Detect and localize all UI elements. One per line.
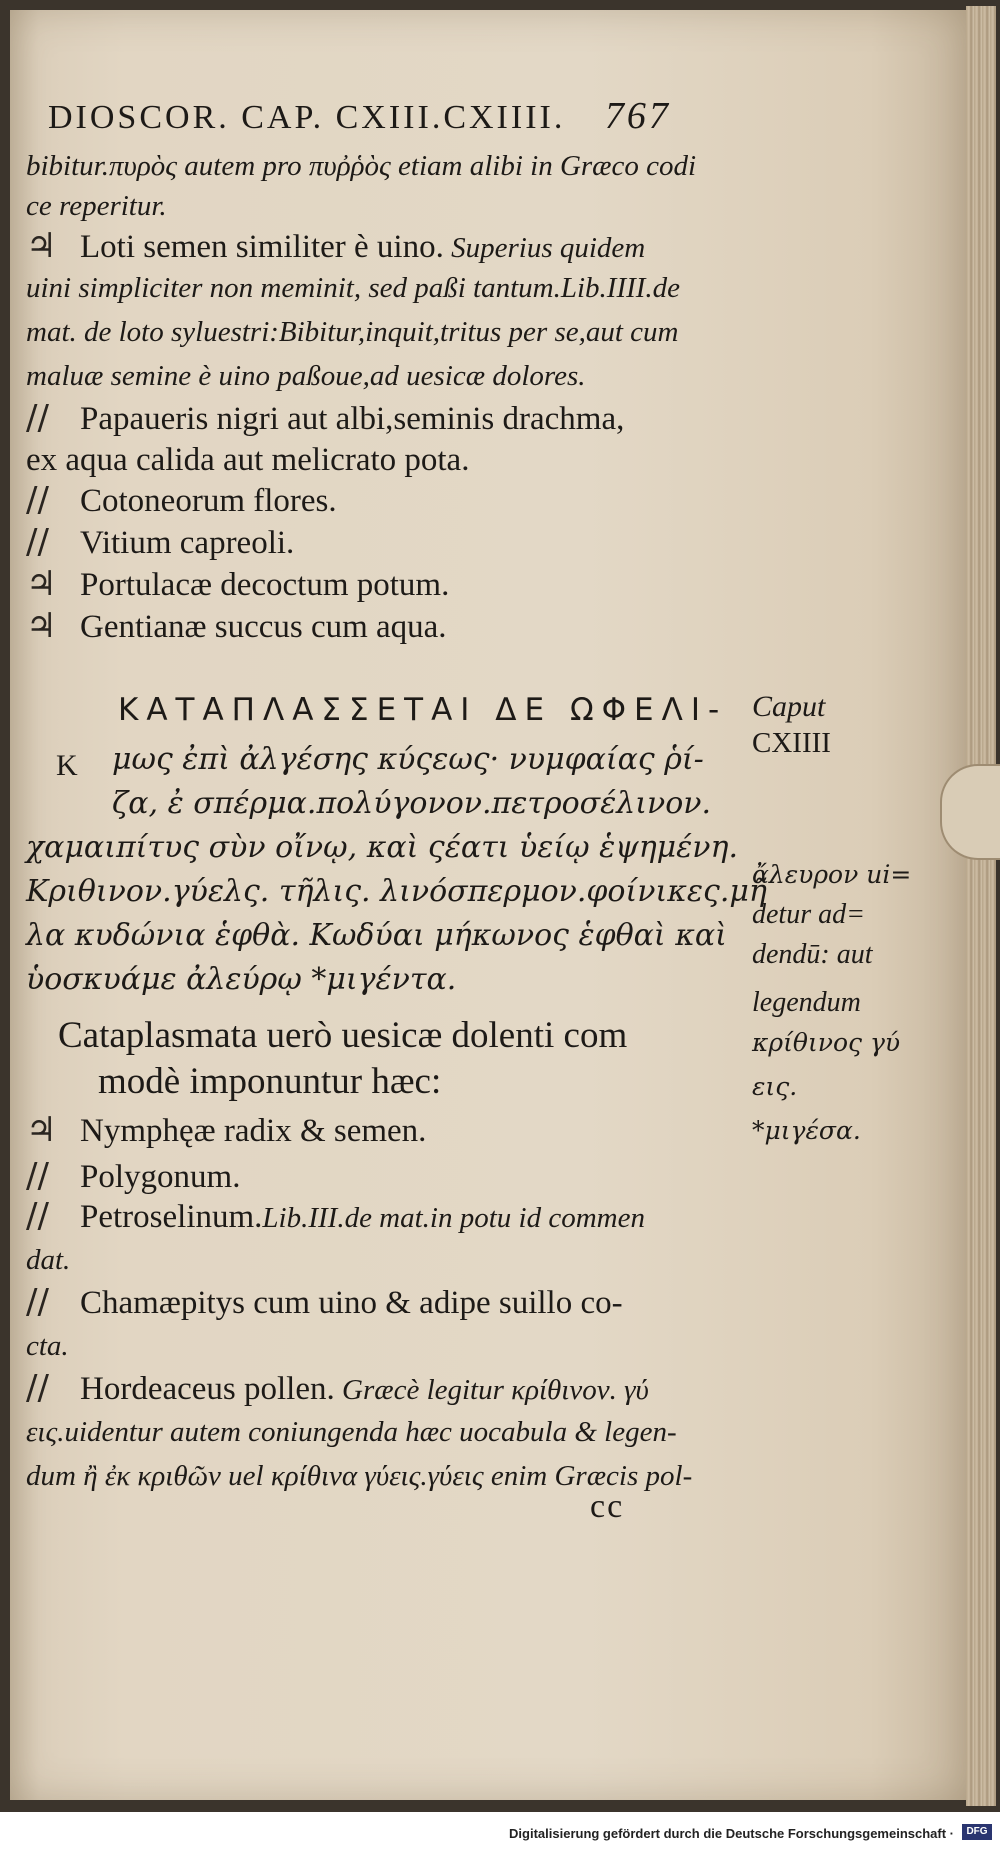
ditto-marker-icon: // [26,1368,49,1408]
margin-note-line: κρίθινος γύ [752,1028,901,1057]
margin-note-line: detur ad= [752,899,865,930]
footer-credit: Digitalisierung gefördert durch die Deutsche Forschungsgemeinschaft · [509,1826,954,1841]
greek-line: ζα, ἐ σπέρμα.πολύγονον.πετροσέλινον. [112,786,712,821]
text-line: ♃ Gentianæ succus cum aqua. [26,606,447,646]
text-line: modè imponuntur hæc: [98,1061,442,1102]
running-title: DIOSCOR. CAP. CXIII.CXIIII. [48,99,566,136]
running-header [48,96,671,138]
greek-line: λα κυδώνια ἑφθὰ. Κωδύαι μήκωνος ἑφθαὶ καὶ [26,918,727,953]
margin-chapter-number: CXIIII [752,727,831,759]
text-line: ♃ Nymphęæ radix & semen. [26,1110,427,1150]
ingredient-marker-icon: ♃ [26,226,57,266]
text-line: dum ἢ ἐκ κριθῶν uel κρίθινα γύεις.γύεις enim Græcis pol- [26,1460,693,1492]
text-line: // Hordeaceus pollen. Græcè legitur κρίθινον. γύ [26,1368,649,1408]
ditto-marker-icon: // [26,522,49,562]
page-tab [940,764,1000,860]
text-line: // Papaueris nigri aut albi,seminis drachma, [26,398,625,438]
ingredient-marker-icon: ♃ [26,564,57,604]
greek-line: μως ἐπὶ ἀλγέσης κύςεως· νυμφαίας ῥί- [112,742,704,777]
dfg-logo-icon: DFG [962,1824,992,1840]
text-line: uini simpliciter non meminit, sed paßi tantum.Lib.IIII.de [26,272,681,304]
text-line: cta. [26,1330,69,1362]
signature-mark: cc [590,1488,625,1525]
margin-note-line: *μιγέσα. [752,1116,861,1145]
page-edge-stack [966,6,996,1806]
text-line: // Cotoneorum flores. [26,480,337,520]
greek-line: χαμαιπίτυς σὺν οἴνῳ, καὶ ςέατι ὑείῳ ἑψημένη. [26,830,739,865]
text-line: // Chamæpitys cum uino & adipe suillo co- [26,1282,623,1322]
text-line: // Polygonum. [26,1156,241,1196]
ingredient-marker-icon: ♃ [26,606,57,646]
margin-chapter-label: Caput [752,690,826,723]
text-line: ce reperitur. [26,190,167,222]
greek-line: ὑοσκυάμε ἀλεύρῳ *μιγέντα. [26,962,457,997]
text-line: maluæ semine è uino paßoue,ad uesicæ dolores. [26,360,586,392]
greek-initial: Κ [56,749,78,782]
text-line: ex aqua calida aut melicrato pota. [26,442,470,478]
ditto-marker-icon: // [26,398,49,438]
text-line: // Vitium capreoli. [26,522,295,562]
text-line: // Petroselinum.Lib.III.de mat.in potu id commen [26,1196,645,1236]
text-line: Cataplasmata uerò uesicæ dolenti com [58,1015,628,1056]
text-line: dat. [26,1244,71,1276]
greek-heading: ΚΑΤΑΠΛΑΣΣΕΤΑΙ ΔΕ ΩΦΕΛΙ- [118,692,728,728]
margin-note-line: ἄλευρον ui= [752,860,912,889]
text-line: ♃ Loti semen similiter è uino. Superius quidem [26,226,646,266]
ingredient-marker-icon: ♃ [26,1110,57,1150]
text-line: ♃ Portulacæ decoctum potum. [26,564,450,604]
ditto-marker-icon: // [26,1282,49,1322]
text-line: εις.uidentur autem coniungenda hæc uocabula & legen- [26,1416,677,1448]
ditto-marker-icon: // [26,1156,49,1196]
margin-note-line: dendū: aut [752,939,873,970]
greek-line: Κριθινον.γύελς. τῆλις. λινόσπερμον.φοίνικες.μῆ [26,874,767,909]
margin-note-line: legendum [752,987,861,1018]
page-number: 767 [604,95,671,137]
text-line: bibitur.πυρὸς autem pro πυῤῥὸς etiam alibi in Græco codi [26,150,697,182]
margin-note-line: εις. [752,1072,798,1101]
ditto-marker-icon: // [26,480,49,520]
text-line: mat. de loto syluestri:Bibitur,inquit,tritus per se,aut cum [26,316,679,348]
ditto-marker-icon: // [26,1196,49,1236]
digitization-footer [0,1812,1000,1850]
